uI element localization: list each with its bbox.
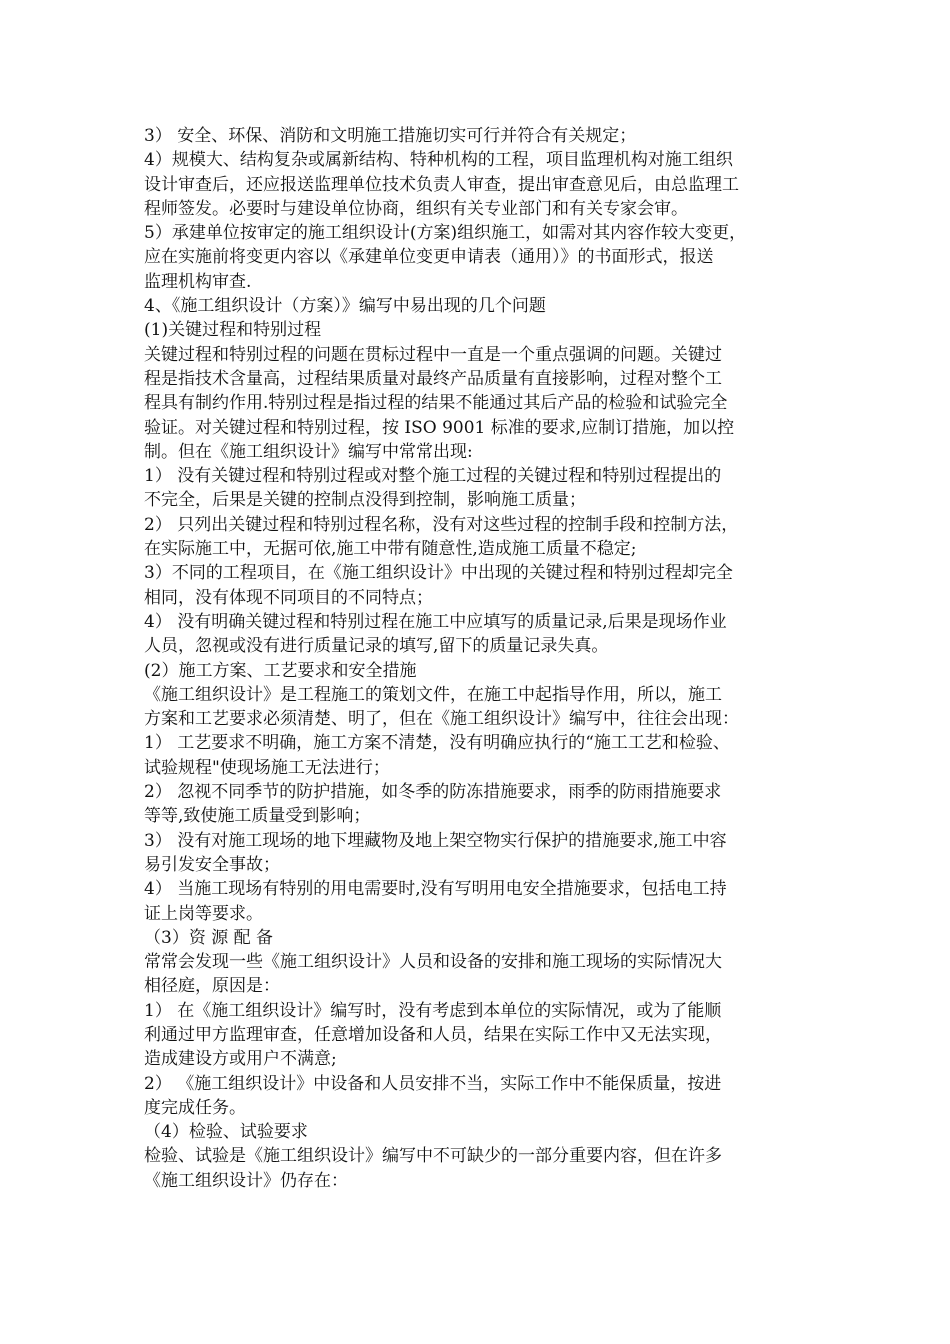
document-body [144, 124, 820, 1193]
text-line: 2） 《施工组织设计》中设备和人员安排不当，实际工作中不能保质量，按进 [144, 1073, 722, 1094]
text-line: 2） 只列出关键过程和特别过程名称，没有对这些过程的控制手段和控制方法， [144, 514, 739, 535]
text-line: 1） 没有关键过程和特别过程或对整个施工过程的关键过程和特别过程提出的 [144, 466, 722, 487]
text-line: 4、《施工组织设计（方案）》编写中易出现的几个问题 [144, 296, 546, 317]
text-line: 4） 当施工现场有特别的用电需要时,没有写明用电安全措施要求，包括电工持 [144, 879, 727, 900]
text-line: 2） 忽视不同季节的防护措施，如冬季的防冻措施要求，雨季的防雨措施要求 [144, 782, 722, 803]
text-line: 关键过程和特别过程的问题在贯标过程中一直是一个重点强调的问题。关键过 [144, 344, 722, 365]
text-line: 造成建设方或用户不满意; [144, 1049, 337, 1070]
text-line: 试验规程"使现场施工无法进行； [144, 757, 390, 778]
text-line: 不完全，后果是关键的控制点没得到控制，影响施工质量； [144, 490, 586, 511]
text-line: 4）规模大、结构复杂或属新结构、特种机构的工程，项目监理机构对施工组织 [144, 150, 733, 171]
text-line: 《施工组织设计》是工程施工的策划文件，在施工中起指导作用，所以，施工 [144, 684, 722, 705]
text-line: 在实际施工中，无据可依,施工中带有随意性,造成施工质量不稳定; [144, 539, 637, 560]
text-line: 3） 安全、环保、消防和文明施工措施切实可行并符合有关规定； [144, 126, 637, 146]
text-line: （4）检验、试验要求 [144, 1122, 308, 1143]
text-line: 程师签发。必要时与建设单位协商，组织有关专业部门和有关专家会审。 [144, 198, 688, 219]
text-line: 《施工组织设计》仍存在： [144, 1170, 348, 1191]
text-line: 等等,致使施工质量受到影响； [144, 806, 371, 827]
text-line: 常常会发现一些《施工组织设计》人员和设备的安排和施工现场的实际情况大 [144, 952, 722, 973]
text-line: 3）不同的工程项目，在《施工组织设计》中出现的关键过程和特别过程却完全 [144, 563, 733, 584]
text-line: 1） 在《施工组织设计》编写时，没有考虑到本单位的实际情况，或为了能顺 [144, 1000, 722, 1021]
text-line: 相同，没有体现不同项目的不同特点； [144, 587, 433, 608]
text-line: 程具有制约作用.特别过程是指过程的结果不能通过其后产品的检验和试验完全 [144, 393, 728, 414]
text-line: 5）承建单位按审定的施工组织设计(方案)组织施工，如需对其内容作较大变更， [144, 223, 747, 244]
text-line: 利通过甲方监理审查，任意增加设备和人员，结果在实际工作中又无法实现， [144, 1024, 722, 1045]
text-line: 证上岗等要求。 [144, 903, 263, 924]
text-line: 验证。对关键过程和特别过程，按 ISO 9001 标准的要求,应制订措施，加以控 [144, 417, 735, 438]
text-line: 程是指技术含量高，过程结果质量对最终产品质量有直接影响，过程对整个工 [144, 368, 722, 389]
text-line: 方案和工艺要求必须清楚、明了，但在《施工组织设计》编写中，往往会出现： [144, 709, 739, 730]
text-line: 检验、试验是《施工组织设计》编写中不可缺少的一部分重要内容，但在许多 [144, 1146, 722, 1167]
text-line: 3） 没有对施工现场的地下埋藏物及地上架空物实行保护的措施要求,施工中容 [144, 830, 727, 851]
text-line: 4） 没有明确关键过程和特别过程在施工中应填写的质量记录,后果是现场作业 [144, 611, 727, 632]
text-line: 1） 工艺要求不明确，施工方案不清楚，没有明确应执行的“施工工艺和检验、 [144, 733, 730, 754]
text-line: 制。但在《施工组织设计》编写中常常出现: [144, 441, 473, 462]
text-line: (1)关键过程和特别过程 [144, 320, 322, 341]
text-line: 设计审查后，还应报送监理单位技术负责人审查，提出审查意见后，由总监理工 [144, 174, 739, 195]
text-line: 人员，忽视或没有进行质量记录的填写,留下的质量记录失真。 [144, 636, 609, 657]
text-line: （3）资 源 配 备 [144, 927, 274, 948]
text-line: 监理机构审查. [144, 271, 252, 292]
text-line: 应在实施前将变更内容以《承建单位变更申请表（通用）》的书面形式，报送 [144, 247, 714, 268]
text-line: (2）施工方案、工艺要求和安全措施 [144, 660, 417, 681]
text-line: 度完成任务。 [144, 1097, 246, 1118]
text-line: 相径庭，原因是： [144, 976, 280, 997]
text-line: 易引发安全事故； [144, 854, 280, 875]
